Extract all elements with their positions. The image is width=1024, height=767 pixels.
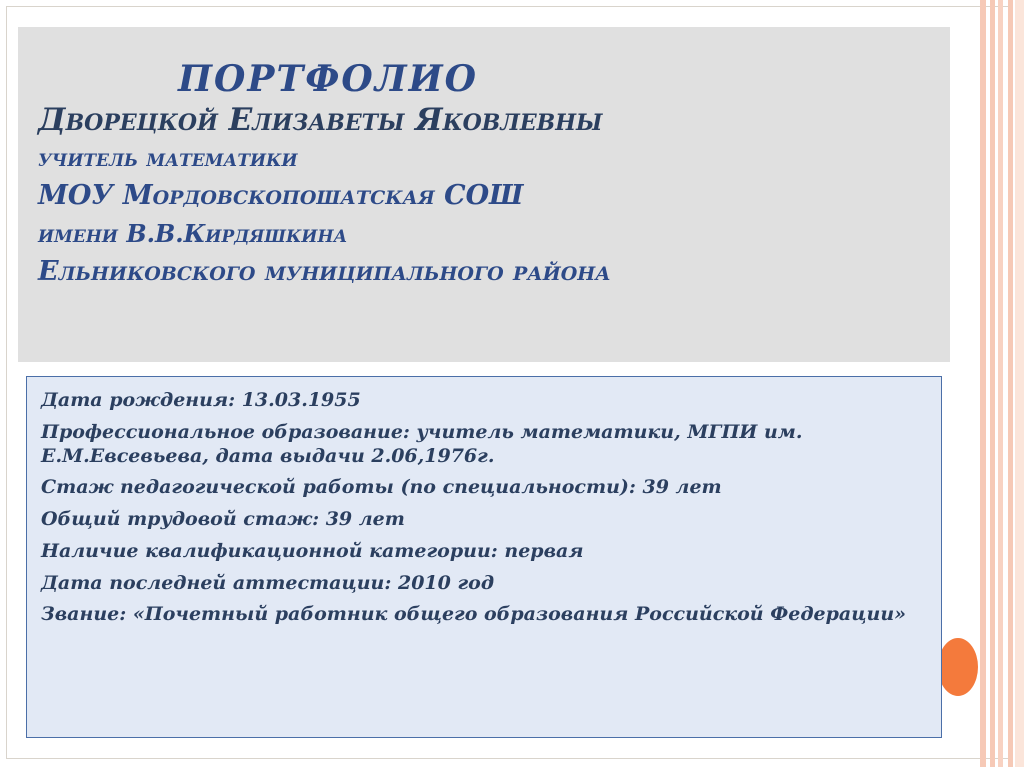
info-attestation: Дата последней аттестации: 2010 год xyxy=(41,571,495,594)
info-education: Профессиональное образование: учитель математики, МГПИ им. Е.М.Евсевьева, дата выдачи 2.06,1976г. xyxy=(41,420,803,467)
info-birth-date: Дата рождения: 13.03.1955 xyxy=(41,389,361,411)
district-name: Ельниковского муниципального района xyxy=(38,256,611,288)
decor-stripe xyxy=(998,0,1003,767)
title-box xyxy=(18,27,950,362)
decor-stripe xyxy=(1008,0,1013,767)
decor-stripe xyxy=(980,0,986,767)
info-box xyxy=(26,376,942,738)
info-qualification: Наличие квалификационной категории: первая xyxy=(41,539,584,562)
info-title-award: Звание: «Почетный работник общего образования Российской Федерации» xyxy=(41,603,907,626)
school-named-after: имени В.В.Кирдяшкина xyxy=(38,219,348,249)
teacher-position: учитель математики xyxy=(38,142,298,172)
decor-stripe xyxy=(990,0,995,767)
teacher-name: Дворецкой Елизаветы Яковлевны xyxy=(38,102,603,139)
accent-circle xyxy=(938,638,978,696)
decor-stripe xyxy=(1015,0,1024,767)
info-teaching-experience: Стаж педагогической работы (по специальности): 39 лет xyxy=(41,476,722,499)
slide-title: ПОРТФОЛИО xyxy=(178,58,478,100)
info-total-experience: Общий трудовой стаж: 39 лет xyxy=(41,508,405,530)
school-name: МОУ Мордовскопошатская СОШ xyxy=(38,179,524,211)
